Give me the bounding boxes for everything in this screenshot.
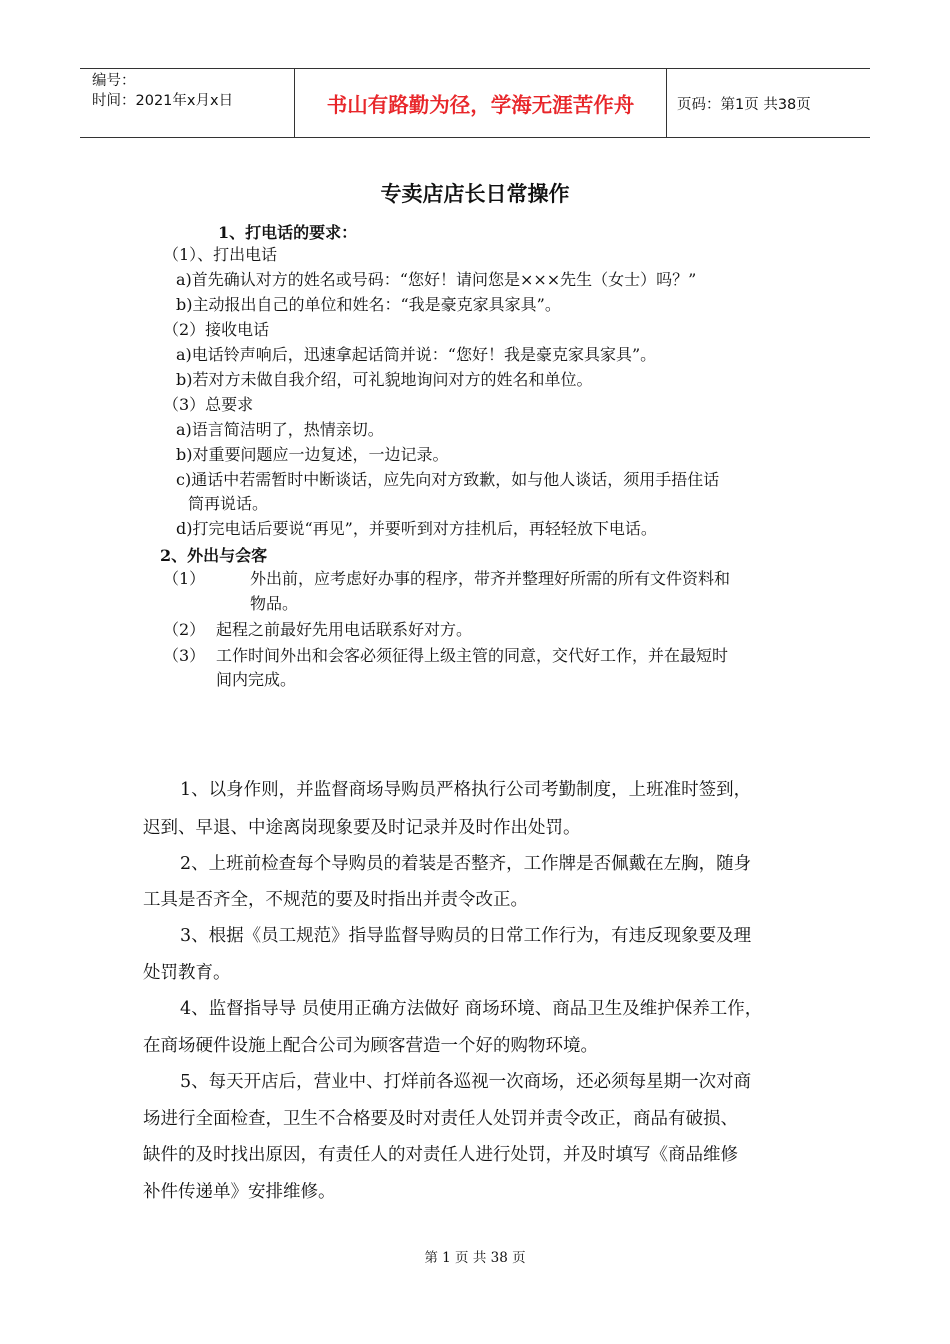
body-p4-line2: 在商场硬件设施上配合公司为顾客营造一个好的购物环境。 (143, 1036, 598, 1056)
section1-sub2-b: b)若对方未做自我介绍，可礼貌地询问对方的姓名和单位。 (176, 370, 593, 389)
body-p3-line2: 处罚教育。 (143, 963, 231, 983)
body-p1-line2: 迟到、早退、中途离岗现象要及时记录并及时作出处罚。 (143, 818, 581, 838)
section1-sub3-b: b)对重要问题应一边复述，一边记录。 (176, 445, 449, 464)
document-header (80, 68, 870, 138)
section2-item1-line1: 外出前，应考虑好办事的程序，带齐并整理好所需的所有文件资料和 (250, 569, 731, 588)
body-p1-line1: 1、以身作则，并监督商场导购员严格执行公司考勤制度，上班准时签到， (180, 780, 752, 800)
page-title: 专卖店店长日常操作 (380, 182, 570, 206)
section2-item3-line1: 工作时间外出和会客必须征得上级主管的同意，交代好工作，并在最短时 (216, 646, 729, 665)
section1-sub2-a: a)电话铃声响后，迅速拿起话筒并说：“您好！我是豪克家具家具”。 (176, 345, 657, 364)
section1-sub3-c-line1: c)通话中若需暂时中断谈话，应先向对方致歉，如与他人谈话，须用手捂住话 (176, 470, 720, 489)
section2-heading: 2、外出与会客 (160, 546, 268, 565)
section2-item2-number: （2） (163, 620, 206, 639)
section1-sub3-d: d)打完电话后要说“再见”，并要听到对方挂机后，再轻轻放下电话。 (176, 519, 657, 538)
header-meta (80, 69, 295, 137)
body-p5-line4: 补件传递单》安排维修。 (143, 1182, 336, 1202)
section1-sub2: （2）接收电话 (163, 320, 270, 339)
section2-item3-number: （3） (163, 646, 206, 665)
body-p5-line2: 场进行全面检查，卫生不合格要及时对责任人处罚并责令改正，商品有破损、 (143, 1109, 738, 1129)
body-p2-line2: 工具是否齐全，不规范的要及时指出并责令改正。 (143, 890, 528, 910)
header-page-info: 页码：第1页 共38页 (677, 96, 811, 113)
header-motto: 书山有路勤为径，学海无涯苦作舟 (295, 69, 667, 137)
body-p4-line1: 4、监督指导导 员使用正确方法做好 商场环境、商品卫生及维护保养工作， (180, 999, 763, 1019)
section1-sub1-a: a)首先确认对方的姓名或号码：“您好！请问您是×××先生（女士）吗？” (176, 270, 697, 289)
body-p3-line1: 3、根据《员工规范》指导监督导购员的日常工作行为，有违反现象要及理 (180, 926, 752, 946)
body-p5-line3: 缺件的及时找出原因，有责任人的对责任人进行处罚，并及时填写《商品维修 (143, 1145, 738, 1165)
section1-sub1-b: b)主动报出自己的单位和姓名：“我是豪克家具家具”。 (176, 295, 561, 314)
section1-sub3-c-line2: 筒再说话。 (188, 494, 269, 513)
section1-sub3: （3）总要求 (163, 395, 254, 414)
section1-heading: 1、打电话的要求： (218, 223, 358, 242)
section2-item2: 起程之前最好先用电话联系好对方。 (216, 620, 473, 639)
number-label: 编号： (92, 73, 136, 89)
section2-item1-number: （1） (163, 569, 206, 588)
section1-sub3-a: a)语言简洁明了，热情亲切。 (176, 420, 384, 439)
section2-item3-line2: 间内完成。 (216, 670, 297, 689)
time-label: 时间：2021年x月x日 (92, 93, 234, 109)
page-footer: 第 1 页 共 38 页 (424, 1250, 526, 1266)
section1-sub1: （1）、打出电话 (163, 245, 278, 264)
body-p2-line1: 2、上班前检查每个导购员的着装是否整齐，工作牌是否佩戴在左胸，随身 (180, 854, 752, 874)
section2-item1-line2: 物品。 (250, 594, 299, 613)
body-p5-line1: 5、每天开店后，营业中、打烊前各巡视一次商场，还必须每星期一次对商 (180, 1072, 752, 1092)
